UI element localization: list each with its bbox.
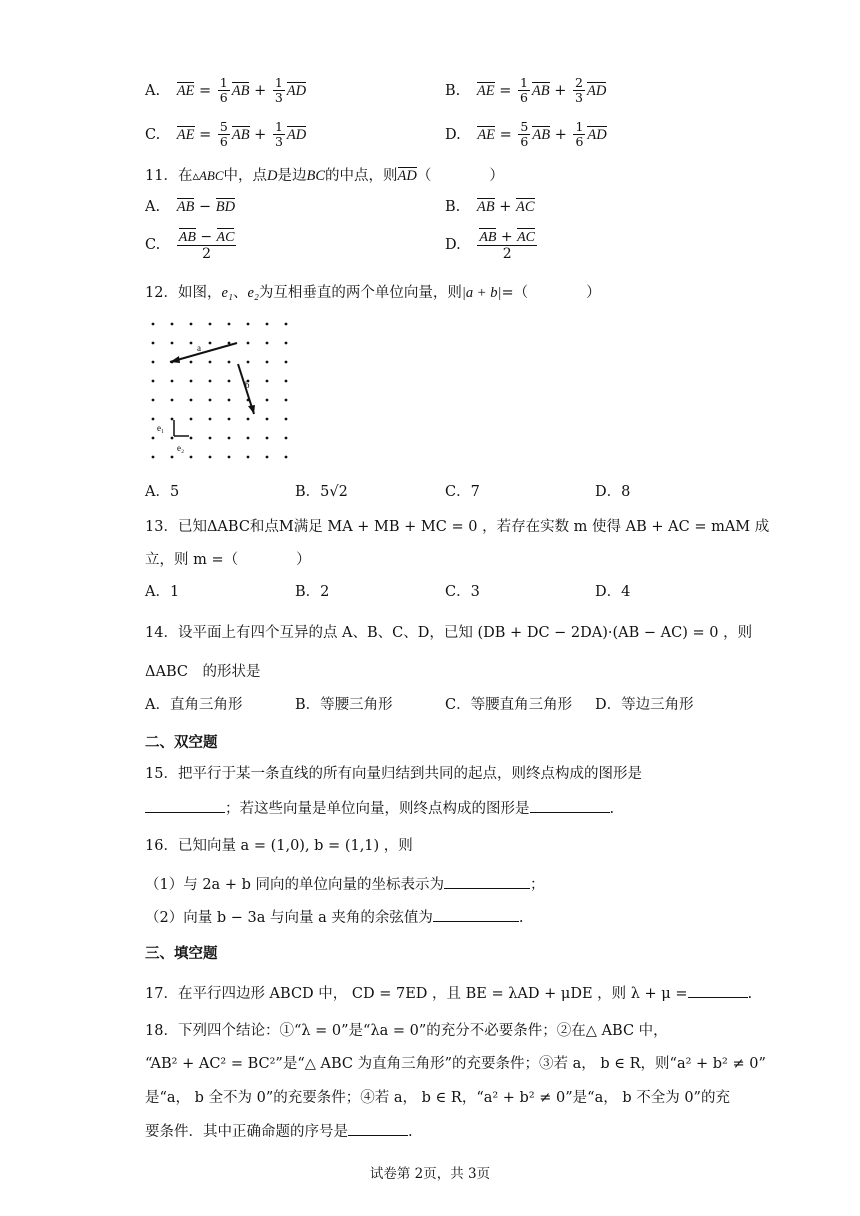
q15-answer-blank-1[interactable]	[145, 798, 225, 813]
grid-dot	[152, 361, 155, 364]
grid-dot	[209, 437, 212, 440]
q13-option-d: D．4	[595, 584, 631, 600]
grid-dot	[247, 456, 250, 459]
grid-dot	[171, 342, 174, 345]
grid-dot	[285, 323, 288, 326]
grid-dot	[285, 437, 288, 440]
q18-answer-blank[interactable]	[348, 1121, 408, 1136]
grid-dot	[152, 342, 155, 345]
grid-dot	[266, 342, 269, 345]
page-footer: 试卷第 2页，共 3页	[369, 1166, 491, 1182]
grid-dot	[266, 380, 269, 383]
q11-option-b: B. AB + AC	[445, 199, 535, 215]
q14-option-c: C．等腰直角三角形	[445, 697, 573, 713]
q12-option-a: A．5	[145, 484, 180, 500]
grid-dot	[190, 361, 193, 364]
grid-dot	[285, 380, 288, 383]
grid-dot	[152, 437, 155, 440]
grid-dot	[209, 380, 212, 383]
vector-b-arrowhead	[248, 405, 255, 414]
grid-dot	[152, 418, 155, 421]
grid-dot	[228, 456, 231, 459]
grid-dot	[266, 456, 269, 459]
q16-answer-blank-2[interactable]	[433, 907, 519, 922]
grid-dot	[171, 380, 174, 383]
grid-dot	[190, 380, 193, 383]
grid-dot	[228, 380, 231, 383]
q18-stem-line3: 是“a， b 全不为 0”的充要条件；④若 a， b ∈ R，“a² + b² ≠ 0”是“a， b 不全为 0”的充	[145, 1090, 730, 1106]
q13-stem-line2: 立，则 m =（ ）	[145, 552, 311, 568]
grid-dot	[190, 456, 193, 459]
grid-dot	[209, 418, 212, 421]
q15-stem-line2: ；若这些向量是单位向量，则终点构成的图形是 .	[145, 797, 614, 818]
q12-dot-grid-figure	[145, 318, 295, 460]
figure-label-a: a	[197, 343, 201, 353]
grid-dot	[247, 323, 250, 326]
grid-dot	[228, 418, 231, 421]
figure-label-b: b	[245, 380, 250, 390]
grid-dot	[152, 380, 155, 383]
grid-dot	[285, 399, 288, 402]
grid-dot	[171, 456, 174, 459]
q18-stem-line4: 要条件．其中正确命题的序号是 .	[145, 1120, 413, 1141]
q12-option-b: B．5√2	[295, 484, 348, 500]
q10-option-c: C. AE = $\frac{5}{6}$ AB + $\frac{1}{3}$ AD	[145, 119, 307, 150]
grid-dot	[190, 418, 193, 421]
q12-stem: 12．如图，e₁、e₂为互相垂直的两个单位向量，则|a + b|=（ ）	[145, 285, 601, 301]
q17-stem: 17．在平行四边形 ABCD 中， CD = 7ED ，且 BE = λAD + μDE ，则 λ + μ = .	[145, 982, 752, 1003]
grid-dot	[266, 399, 269, 402]
grid-dot	[266, 437, 269, 440]
grid-dot	[152, 399, 155, 402]
section-heading-fill-blank: 三、填空题	[145, 946, 218, 962]
grid-dot	[285, 418, 288, 421]
q16-part2: （2）向量 b − 3a 与向量 a 夹角的余弦值为 .	[145, 906, 523, 927]
grid-dot	[209, 399, 212, 402]
q14-option-d: D．等边三角形	[595, 697, 694, 713]
q15-stem-line1: 15．把平行于某一条直线的所有向量归结到共同的起点，则终点构成的图形是	[145, 766, 642, 782]
q10-option-a: A. AE = $\frac{1}{6}$ AB + $\frac{1}{3}$ AD	[145, 75, 307, 106]
q17-answer-blank[interactable]	[688, 983, 748, 998]
q11-option-d: D. $\frac{AB + AC}{2}$	[445, 229, 535, 263]
q10-option-b: B. AE = $\frac{1}{6}$ AB + $\frac{2}{3}$ AD	[445, 75, 607, 106]
q16-answer-blank-1[interactable]	[444, 874, 530, 889]
grid-dot	[190, 323, 193, 326]
grid-dot	[266, 361, 269, 364]
vector-a-arrowhead	[170, 356, 180, 363]
grid-dot	[152, 456, 155, 459]
grid-dot	[228, 323, 231, 326]
q13-option-b: B．2	[295, 584, 330, 600]
q14-stem-line2: ΔABC 的形状是	[145, 664, 261, 680]
q12-option-d: D．8	[595, 484, 631, 500]
grid-dot	[209, 323, 212, 326]
grid-dot	[209, 342, 212, 345]
grid-dot	[209, 361, 212, 364]
q13-option-c: C．3	[445, 584, 480, 600]
grid-dot	[171, 418, 174, 421]
grid-dot	[285, 456, 288, 459]
grid-dot	[247, 418, 250, 421]
grid-dot	[266, 418, 269, 421]
q14-stem-line1: 14．设平面上有四个互异的点 A、B、C、D，已知 (DB + DC − 2DA)·(AB − AC) = 0 ，则	[145, 625, 753, 641]
q13-option-a: A．1	[145, 584, 180, 600]
q13-stem-line1: 13．已知ΔABC和点M满足 MA + MB + MC = 0 ，若存在实数 m 使得 AB + AC = mAM 成	[145, 519, 770, 535]
q12-option-c: C．7	[445, 484, 480, 500]
grid-dot	[285, 342, 288, 345]
vector-a-arrow	[170, 343, 237, 362]
grid-dot	[190, 342, 193, 345]
q15-answer-blank-2[interactable]	[530, 798, 610, 813]
grid-dot	[171, 437, 174, 440]
figure-label-e2: e₂	[177, 443, 185, 453]
q14-option-b: B．等腰三角形	[295, 697, 393, 713]
grid-dot	[228, 361, 231, 364]
grid-dot	[247, 342, 250, 345]
grid-dot	[190, 399, 193, 402]
grid-dot	[266, 323, 269, 326]
grid-dot	[152, 323, 155, 326]
q11-option-a: A. AB − BD	[145, 199, 236, 215]
q18-stem-line2: “AB² + AC² = BC²”是“△ ABC 为直角三角形”的充要条件；③若 a， b ∈ R，则“a² + b² ≠ 0”	[145, 1056, 766, 1072]
q16-part1: （1）与 2a + b 同向的单位向量的坐标表示为 ；	[145, 873, 544, 894]
grid-dot	[171, 323, 174, 326]
section-heading-double-blank: 二、双空题	[145, 735, 218, 751]
q10-option-d: D. AE = $\frac{5}{6}$ AB + $\frac{1}{6}$ AD	[445, 119, 607, 150]
figure-label-e1: e₁	[157, 423, 165, 433]
q11-option-c: C. $\frac{AB - AC}{2}$	[145, 229, 235, 263]
grid-dot	[228, 437, 231, 440]
grid-dot	[171, 399, 174, 402]
grid-dot	[209, 456, 212, 459]
q11-stem: 11．在▵ABC中，点D是边BC的中点，则AD（ ）	[145, 168, 504, 184]
grid-dot	[228, 399, 231, 402]
q18-stem-line1: 18．下列四个结论：①“λ = 0”是“λa = 0”的充分不必要条件；②在△ ABC 中，	[145, 1023, 668, 1039]
grid-dot	[247, 361, 250, 364]
grid-dot	[190, 437, 193, 440]
grid-dot	[247, 437, 250, 440]
q14-option-a: A．直角三角形	[145, 697, 243, 713]
q16-stem-line1: 16．已知向量 a = (1,0), b = (1,1) ，则	[145, 838, 413, 854]
grid-dot	[285, 361, 288, 364]
